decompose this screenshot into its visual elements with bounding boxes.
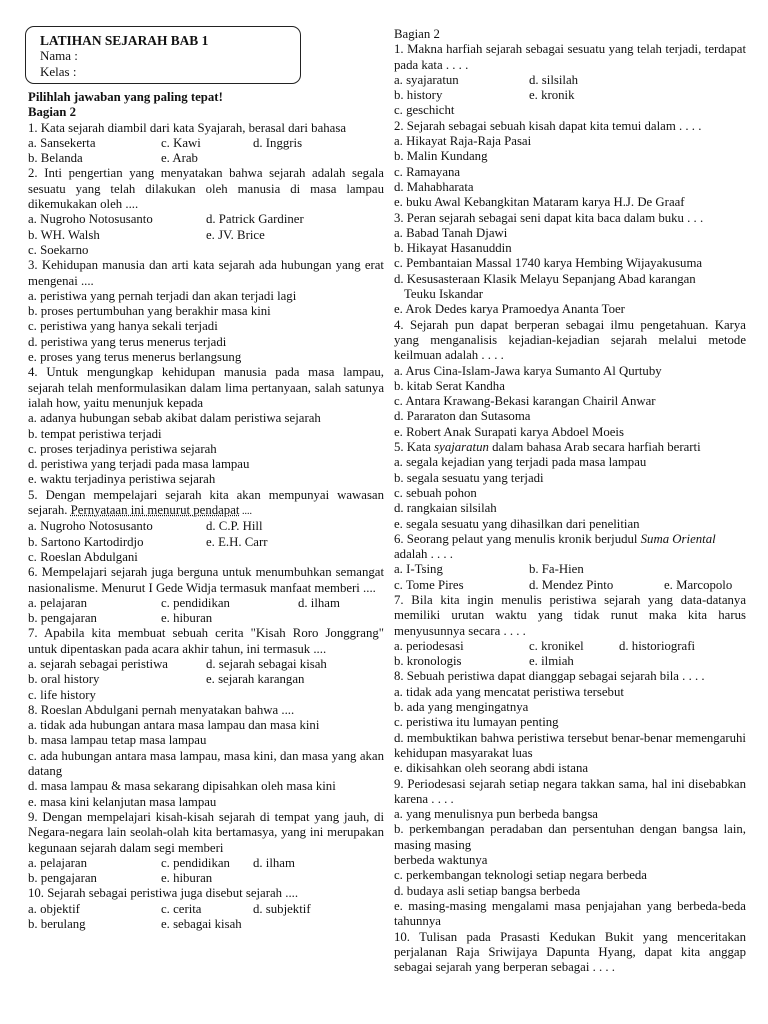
option: e. proses yang terus menerus berlangsung <box>28 350 242 365</box>
section-heading-right: Bagian 2 <box>394 27 440 41</box>
question-r9: 9. Periodesasi sejarah setiap negara takkan sama, hal ini disebabkan karena . . . . <box>394 776 746 806</box>
header-box <box>25 26 301 84</box>
question-l2: 2. Inti pengertian yang menyatakan bahwa sejarah adalah segala sesuatu yang telah dilakukan oleh manusia di masa lampau dikemukakan oleh .... <box>28 166 384 212</box>
option: c. perkembangan teknologi setiap negara berbeda <box>394 868 647 883</box>
question-r2: 2. Sejarah sebagai sebuah kisah dapat kita temui dalam . . . . <box>394 118 702 133</box>
option: e. sejarah karangan <box>206 672 305 687</box>
option: a. syajaratun <box>394 72 459 87</box>
option: d. sejarah sebagai kisah <box>206 656 327 671</box>
option: a. peristiwa yang pernah terjadi dan akan terjadi lagi <box>28 288 297 303</box>
question-l3: 3. Kehidupan manusia dan arti kata sejarah ada hubungan yang erat mengenai .... <box>28 258 384 288</box>
option: e. Arok Dedes karya Pramoedya Ananta Toer <box>394 302 625 317</box>
question-l5 <box>28 488 384 520</box>
option: b. proses pertumbuhan yang berakhir masa kini <box>28 304 271 319</box>
question-text: dalam bahasa Arab secara harfiah berarti <box>488 440 701 455</box>
option: b. history <box>394 88 443 103</box>
option: e. Arab <box>161 151 198 166</box>
option: b. Hikayat Hasanuddin <box>394 241 512 256</box>
option: a. segala kejadian yang terjadi pada masa lampau <box>394 455 647 470</box>
option: d. Inggris <box>253 135 303 150</box>
option: d. Mendez Pinto <box>529 577 614 592</box>
option: b. kronologis <box>394 654 462 669</box>
option: c. cerita <box>161 901 202 916</box>
option: b. Belanda <box>28 151 83 166</box>
question-dots: .... <box>239 506 252 518</box>
option: b. Sartono Kartodirdjo <box>28 534 144 549</box>
option: c. Ramayana <box>394 164 461 179</box>
options-row <box>28 611 384 626</box>
option: d. peristiwa yang terus menerus terjadi <box>28 334 227 349</box>
option: c. Pembantaian Massal 1740 karya Hembing Wijayakusuma <box>394 256 703 271</box>
option: e. hiburan <box>161 871 213 886</box>
options-row <box>394 562 746 577</box>
option: d. Patrick Gardiner <box>206 212 304 227</box>
question-r10: 10. Tulisan pada Prasasti Kedukan Bukit yang menceritakan perjalanan Raja Sriwijaya Dapunta Hyang, dapat kita anggap sebagai sejarah yang berperan sebagai . . . . <box>394 929 746 975</box>
options-row <box>28 871 384 886</box>
option: a. sejarah sebagai peristiwa <box>28 656 168 671</box>
option: d. C.P. Hill <box>206 519 263 534</box>
option: c. pendidikan <box>161 595 230 610</box>
option: c. Soekarno <box>28 242 89 257</box>
option: d. budaya asli setiap bangsa berbeda <box>394 883 581 898</box>
option: d. ilham <box>298 595 340 610</box>
question-r8: 8. Sebuah peristiwa dapat dianggap sebagai sejarah bila . . . . <box>394 669 705 684</box>
option: d. peristiwa yang terjadi pada masa lampau <box>28 457 250 472</box>
options-row <box>28 228 384 243</box>
option: e. segala sesuatu yang dihasilkan dari penelitian <box>394 516 640 531</box>
options-row <box>394 639 746 654</box>
option: a. tidak ada hubungan antara masa lampau dan masa kini <box>28 718 320 733</box>
option: e. masing-masing mengalami masa penjajahan yang berbeda-beda tahunnya <box>394 898 746 929</box>
question-l9: 9. Dengan mempelajari kisah-kisah sejarah di tempat yang jauh, di Negara-negara lain seolah-olah kita bertamasya, yang ini merupakan kegunaan sejarah dalam segi memberi <box>28 809 384 855</box>
options-row <box>394 654 746 669</box>
options-row <box>394 88 746 103</box>
option: c. kronikel <box>529 638 584 653</box>
option: c. sebuah pohon <box>394 485 477 500</box>
question-text-underlined: Pernyataan ini menurut pendapat <box>70 503 240 518</box>
option: d. subjektif <box>253 901 311 916</box>
option: c. Antara Krawang-Bekasi karangan Chairil Anwar <box>394 394 656 409</box>
option: e. dikisahkan oleh seorang abdi istana <box>394 761 589 776</box>
option: a. pelajaran <box>28 595 87 610</box>
option: a. periodesasi <box>394 638 464 653</box>
options-row <box>28 151 384 166</box>
options-row <box>394 578 746 593</box>
options-row <box>28 596 384 611</box>
options-row <box>28 902 384 917</box>
option: d. Mahabharata <box>394 179 474 194</box>
question-text: 5. Kata <box>394 440 435 455</box>
option: a. yang menulisnya pun berbeda bangsa <box>394 807 598 822</box>
question-text: 6. Seorang pelaut yang menulis kronik berjudul <box>394 531 641 546</box>
right-column <box>394 27 746 975</box>
options-row <box>394 73 746 88</box>
option-continuation: berbeda waktunya <box>394 853 488 868</box>
option: b. perkembangan peradaban dan persentuhan dengan bangsa lain, masing masing <box>394 822 746 852</box>
option: d. ilham <box>253 855 295 870</box>
options-row <box>28 212 384 227</box>
option: d. Kesusasteraan Klasik Melayu Sepanjang Abad karangan <box>394 271 696 286</box>
option: d. Pararaton dan Sutasoma <box>394 409 531 424</box>
option: c. Kawi <box>161 135 201 150</box>
option: a. Nugroho Notosusanto <box>28 212 153 227</box>
option: b. pengajaran <box>28 611 97 626</box>
question-text-italic: syajaratun <box>434 440 489 455</box>
option: c. Tome Pires <box>394 577 464 592</box>
option: b. tempat peristiwa terjadi <box>28 426 162 441</box>
option: b. kitab Serat Kandha <box>394 378 505 393</box>
option: b. Fa-Hien <box>529 562 584 577</box>
option: c. proses terjadinya peristiwa sejarah <box>28 441 217 456</box>
question-text-cont: adalah . . . . <box>394 547 453 562</box>
option: c. ada hubungan antara masa lampau, masa kini, dan masa yang akan datang <box>28 748 384 779</box>
question-text: 5. Dengan mempelajari sejarah kita akan mempunyai wawasan sejarah. <box>28 487 384 518</box>
option: a. objektif <box>28 901 80 916</box>
option: e. sebagai kisah <box>161 917 242 932</box>
question-text-italic: Suma Oriental <box>640 531 716 546</box>
question-l10: 10. Sejarah sebagai peristiwa juga disebut sejarah .... <box>28 886 299 901</box>
option: c. peristiwa yang hanya sekali terjadi <box>28 319 218 334</box>
option: e. ilmiah <box>529 654 574 669</box>
option: a. pelajaran <box>28 855 87 870</box>
option: a. tidak ada yang mencatat peristiwa tersebut <box>394 684 624 699</box>
option: a. Sansekerta <box>28 135 96 150</box>
question-l1: 1. Kata sejarah diambil dari kata Syajarah, berasal dari bahasa <box>28 120 347 135</box>
option: e. masa kini kelanjutan masa lampau <box>28 794 217 809</box>
nama-field-label: Nama : <box>40 48 78 63</box>
option: a. I-Tsing <box>394 562 443 577</box>
options-row <box>28 136 384 151</box>
option: c. Roeslan Abdulgani <box>28 549 138 564</box>
option: c. pendidikan <box>161 855 230 870</box>
option: e. buku Awal Kebangkitan Mataram karya H.J. De Graaf <box>394 195 685 210</box>
question-l7: 7. Apabila kita membuat sebuah cerita "Kisah Roro Jonggrang" untuk dipentaskan pada acara akhir tahun, ini termasuk .... <box>28 626 384 656</box>
option: d. silsilah <box>529 72 579 87</box>
instruction: Pilihlah jawaban yang paling tepat! <box>28 90 223 104</box>
option: a. Hikayat Raja-Raja Pasai <box>394 134 532 149</box>
options-row <box>28 657 384 672</box>
question-l4: 4. Untuk mengungkap kehidupan manusia pada masa lampau, sejarah telah menformulasikan dalam lima pertanyaan, salah satunya ialah how, yaitu menunjuk kepada <box>28 365 384 410</box>
option: b. masa lampau tetap masa lampau <box>28 733 207 748</box>
question-r7: 7. Bila kita ingin menulis peristiwa sejarah yang data-datanya memiliki urutan waktu yang tidak runut maka kita harus menyusunnya secara . . . . <box>394 592 746 638</box>
option-continuation: Teuku Iskandar <box>404 287 484 302</box>
option: e. kronik <box>529 88 575 103</box>
option: b. Malin Kundang <box>394 149 488 164</box>
question-l6: 6. Mempelajari sejarah juga berguna untuk menumbuhkan semangat nasionalisme. Menurut I Gede Widja termasuk manfaat memberi .... <box>28 565 384 595</box>
options-row <box>28 519 384 534</box>
options-row <box>28 535 384 550</box>
kelas-field-label: Kelas : <box>40 64 77 79</box>
option: d. membuktikan bahwa peristiwa tersebut benar-benar memengaruhi kehidupan masyarakat luas <box>394 730 746 760</box>
left-column <box>28 90 384 932</box>
option: e. Robert Anak Surapati karya Abdoel Moeis <box>394 424 624 439</box>
option: e. E.H. Carr <box>206 534 268 549</box>
option: e. Marcopolo <box>664 577 733 592</box>
question-l8: 8. Roeslan Abdulgani pernah menyatakan bahwa .... <box>28 702 295 717</box>
section-heading-left: Bagian 2 <box>28 105 77 120</box>
question-r4: 4. Sejarah pun dapat berperan sebagai ilmu pengetahuan. Karya yang menganalisis kejadian-kejadian sejarah melalui metode keilmuan adalah . . . . <box>394 317 746 363</box>
option: e. JV. Brice <box>206 227 265 242</box>
option: c. geschicht <box>394 103 455 118</box>
option: e. waktu terjadinya peristiwa sejarah <box>28 472 216 487</box>
option: d. historiografi <box>619 638 696 653</box>
question-r6 <box>394 532 746 547</box>
option: a. Nugroho Notosusanto <box>28 519 153 534</box>
worksheet-title: LATIHAN SEJARAH BAB 1 <box>40 33 209 48</box>
option: c. life history <box>28 687 96 702</box>
option: b. ada yang mengingatnya <box>394 700 529 715</box>
question-r5 <box>394 440 746 455</box>
option: a. Arus Cina-Islam-Jawa karya Sumanto Al Qurtuby <box>394 363 662 378</box>
options-row <box>28 672 384 687</box>
question-r3: 3. Peran sejarah sebagai seni dapat kita baca dalam buku . . . <box>394 210 704 225</box>
option: d. masa lampau & masa sekarang dipisahkan oleh masa kini <box>28 779 336 794</box>
option: b. berulang <box>28 917 86 932</box>
option: d. rangkaian silsilah <box>394 501 497 516</box>
options-row <box>28 917 384 932</box>
question-r1: 1. Makna harfiah sejarah sebagai sesuatu yang telah terjadi, terdapat pada kata . . . . <box>394 42 746 72</box>
option: b. pengajaran <box>28 871 97 886</box>
option: b. WH. Walsh <box>28 227 100 242</box>
options-row <box>28 856 384 871</box>
option: a. Babad Tanah Djawi <box>394 225 508 240</box>
option: a. adanya hubungan sebab akibat dalam peristiwa sejarah <box>28 411 321 426</box>
option: c. peristiwa itu lumayan penting <box>394 715 559 730</box>
option: e. hiburan <box>161 611 213 626</box>
option: b. oral history <box>28 672 100 687</box>
option: b. segala sesuatu yang terjadi <box>394 470 544 485</box>
